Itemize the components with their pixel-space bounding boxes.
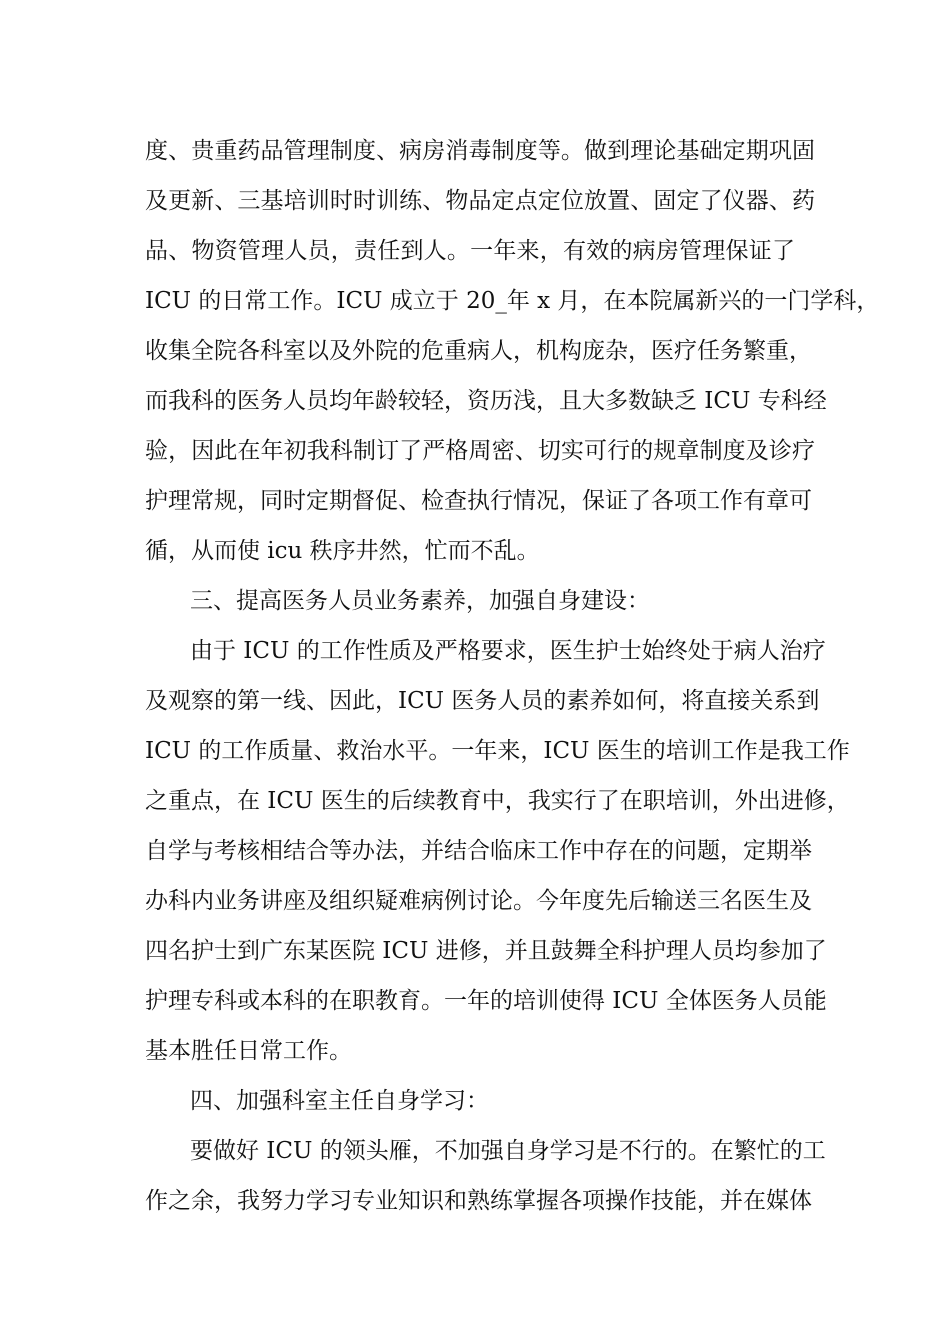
paragraph-line: 之重点，在 ICU 医生的后续教育中，我实行了在职培训，外出进修， xyxy=(145,788,850,814)
paragraph-line: 度、贵重药品管理制度、病房消毒制度等。做到理论基础定期巩固 xyxy=(145,138,815,164)
section-heading: 四、加强科室主任自身学习： xyxy=(190,1088,489,1114)
section-heading: 三、提高医务人员业务素养，加强自身建设： xyxy=(190,588,650,614)
paragraph-line: 作之余，我努力学习专业知识和熟练掌握各项操作技能，并在媒体 xyxy=(145,1188,812,1214)
paragraph-line: 要做好 ICU 的领头雁，不加强自身学习是不行的。在繁忙的工 xyxy=(190,1138,826,1164)
paragraph-line: ICU 的工作质量、救治水平。一年来，ICU 医生的培训工作是我工作 xyxy=(145,738,850,764)
paragraph-line: 由于 ICU 的工作性质及严格要求，医生护士始终处于病人治疗 xyxy=(190,638,826,664)
paragraph-line: 基本胜任日常工作。 xyxy=(145,1038,352,1064)
paragraph-line: 护理常规，同时定期督促、检查执行情况，保证了各项工作有章可 xyxy=(145,488,812,514)
paragraph-line: 护理专科或本科的在职教育。一年的培训使得 ICU 全体医务人员能 xyxy=(145,988,827,1014)
paragraph-line: 四名护士到广东某医院 ICU 进修，并且鼓舞全科护理人员均参加了 xyxy=(145,938,827,964)
paragraph-line: 及观察的第一线、因此，ICU 医务人员的素养如何，将直接关系到 xyxy=(145,688,820,714)
paragraph-line: 品、物资管理人员，责任到人。一年来，有效的病房管理保证了 xyxy=(145,238,795,264)
paragraph-line: 验，因此在年初我科制订了严格周密、切实可行的规章制度及诊疗 xyxy=(145,438,815,464)
paragraph-line: 自学与考核相结合等办法，并结合临床工作中存在的问题，定期举 xyxy=(145,838,812,864)
paragraph-line: 而我科的医务人员均年龄较轻，资历浅，且大多数缺乏 ICU 专科经 xyxy=(145,388,827,414)
paragraph-line: 及更新、三基培训时时训练、物品定点定位放置、固定了仪器、药 xyxy=(145,188,815,214)
paragraph-line: ICU 的日常工作。ICU 成立于 20_年 x 月，在本院属新兴的一门学科， xyxy=(145,288,880,314)
paragraph-line: 循，从而使 icu 秩序井然，忙而不乱。 xyxy=(145,538,540,564)
paragraph-line: 办科内业务讲座及组织疑难病例讨论。今年度先后输送三名医生及 xyxy=(145,888,812,914)
paragraph-line: 收集全院各科室以及外院的危重病人，机构庞杂，医疗任务繁重， xyxy=(145,338,812,364)
